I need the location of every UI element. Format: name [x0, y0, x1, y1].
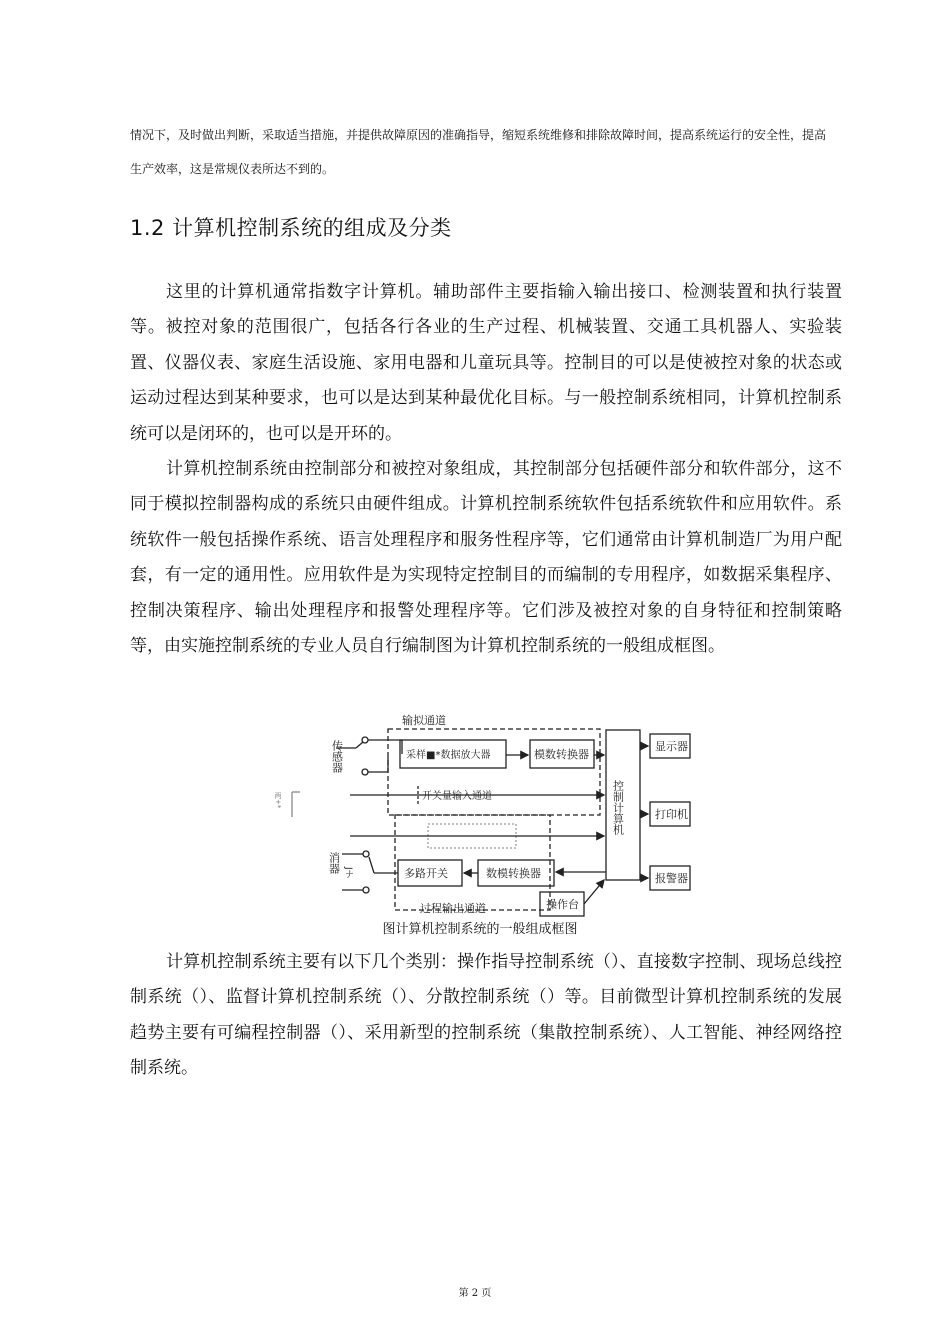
console-label: 操作台: [546, 898, 579, 911]
section-heading: 1.2 计算机控制系统的组成及分类: [130, 216, 452, 240]
block-diagram: [270, 712, 700, 944]
output-channel-box: [395, 815, 550, 910]
paragraph-composition: 计算机控制系统由控制部分和被控对象组成，其控制部分包括硬件部分和软件部分，这不同于模拟控制器构成的系统只由硬件组成。计算机控制系统软件包括系统软件和应用软件。系统软件一般包括操作系统、语言处理程序和服务性程序等，它们通常由计算机制造厂为用户配套，有一定的通用性。应用软件是为实现特定控制目的而编制的专用程序，如数据采集程序、控制决策程序、输出处理程序和报警处理程序等。它们涉及被控对象的自身特征和控制策略等，由实施控制系统的专业人员自行编制图为计算机控制系统的一般组成框图。: [130, 459, 842, 657]
actuator-label: 消器: [327, 852, 341, 874]
figure-caption: 图计算机控制系统的一般组成框图: [382, 922, 578, 937]
mux-label: 多路开关: [404, 867, 448, 880]
page-number: 第 2 页: [458, 1288, 492, 1299]
input-channel-box: [388, 729, 600, 815]
sampler-label: 采样■*数据放大器: [406, 750, 491, 761]
intro-paragraph: 情况下，及时做出判断，采取适当措施，并提供故障原因的准确指导，缩短系统维修和排除故障时间，提高系统运行的安全性，提高生产效率，这是常规仪表所达不到的。: [130, 128, 827, 176]
sensor-terminal-bottom: [362, 769, 368, 775]
input-channel-label: 输拟通道: [402, 714, 446, 727]
paragraph-categories: 计算机控制系统主要有以下几个类别：操作指导控制系统（）、直接数字控制、现场总线控制系统（）、监督计算机控制系统（）、分散控制系统（）等。目前微型计算机控制系统的发展趋势主要有可编程控制器（）、采用新型的控制系统（集散控制系统）、人工智能、神经网络控制系统。: [130, 952, 842, 1079]
switch-input-label: 开关量输入通道: [422, 791, 492, 802]
adc-label: 模数转换器: [534, 748, 589, 761]
left-glyph: 两+*: [274, 792, 282, 809]
actuator-mid-label: Jナ: [343, 867, 353, 879]
computer-label: 控制计算机: [611, 780, 625, 835]
display-label: 显示器: [655, 740, 688, 753]
paragraph-overview: 这里的计算机通常指数字计算机。辅助部件主要指输入输出接口、检测装置和执行装置等。被控对象的范围很广，包括各行各业的生产过程、机械装置、交通工具机器人、实验装置、仪器仪表、家庭生活设施、家用电器和儿童玩具等。控制目的可以是使被控对象的状态或运动过程达到某种要求，也可以是达到某种最优化目标。与一般控制系统相同，计算机控制系统可以是闭环的，也可以是开环的。: [130, 282, 842, 444]
printer-label: 打印机: [655, 808, 688, 821]
dac-label: 数模转换器: [486, 867, 541, 880]
sensor-label: 传感器: [330, 740, 344, 773]
output-channel-label: 过程输出通道: [420, 902, 486, 915]
alarm-label: 报警器: [655, 872, 688, 885]
